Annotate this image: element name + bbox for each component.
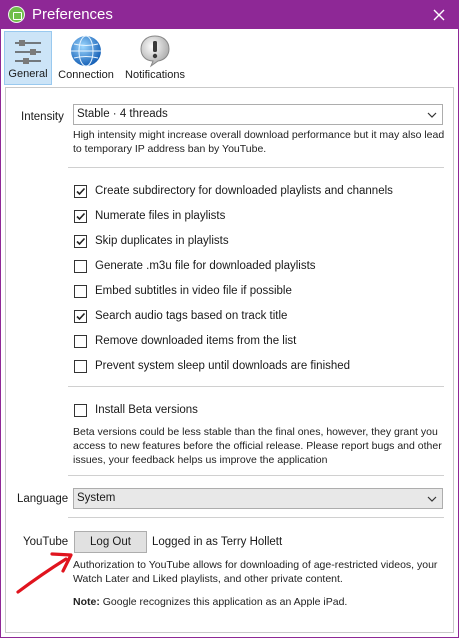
checkmark-icon	[75, 211, 86, 222]
note-text: Google recognizes this application as an Apple iPad.	[99, 596, 348, 608]
tab-general-label: General	[8, 68, 48, 80]
intensity-select[interactable]	[73, 104, 443, 125]
divider	[68, 386, 444, 387]
app-lock-icon	[8, 6, 25, 23]
checkmark-icon	[75, 311, 86, 322]
divider	[68, 475, 444, 476]
option-label: Create subdirectory for downloaded playlists and channels	[95, 185, 393, 197]
log-out-button[interactable]: Log Out	[74, 531, 147, 553]
language-select[interactable]	[73, 488, 443, 509]
intensity-label: Intensity	[21, 111, 64, 123]
divider	[68, 517, 444, 518]
youtube-status: Logged in as Terry Hollett	[152, 536, 283, 548]
sliders-icon	[11, 35, 45, 69]
tab-general[interactable]	[4, 31, 52, 85]
checkbox[interactable]	[74, 360, 87, 373]
general-panel	[5, 87, 454, 633]
tab-notifications-label: Notifications	[125, 69, 185, 81]
checkbox[interactable]	[74, 185, 87, 198]
chevron-down-icon	[425, 492, 439, 506]
tab-connection-label: Connection	[58, 69, 114, 81]
checkbox[interactable]	[74, 404, 87, 417]
youtube-description: Authorization to YouTube allows for downloading of age-restricted videos, your Watch Later and Liked playlists, and other private content.	[73, 559, 438, 585]
checkmark-icon	[75, 186, 86, 197]
checkbox[interactable]	[74, 235, 87, 248]
tab-notifications[interactable]	[120, 31, 190, 85]
alert-icon	[138, 34, 172, 68]
tab-connection[interactable]	[55, 31, 117, 85]
globe-icon	[69, 34, 103, 68]
option-label: Embed subtitles in video file if possible	[95, 285, 292, 297]
checkbox[interactable]	[74, 260, 87, 273]
preferences-toolbar	[1, 29, 458, 86]
youtube-note	[73, 595, 445, 609]
language-label: Language	[17, 493, 69, 505]
option-label: Skip duplicates in playlists	[95, 235, 229, 247]
option-label: Numerate files in playlists	[95, 210, 226, 222]
chevron-down-icon	[425, 108, 439, 122]
option-label: Remove downloaded items from the list	[95, 335, 297, 347]
checkbox[interactable]	[74, 285, 87, 298]
checkbox[interactable]	[74, 210, 87, 223]
title-bar[interactable]	[1, 1, 458, 29]
divider	[68, 167, 444, 168]
checkbox[interactable]	[74, 310, 87, 323]
checkbox[interactable]	[74, 335, 87, 348]
close-icon	[433, 9, 445, 21]
intensity-value: Stable · 4 threads	[77, 108, 168, 120]
option-label: Prevent system sleep until downloads are finished	[95, 360, 351, 372]
window-title: Preferences	[32, 6, 113, 23]
checkmark-icon	[75, 236, 86, 247]
install-beta-label: Install Beta versions	[95, 404, 198, 416]
beta-description: Beta versions could be less stable than the final ones, however, they grant you access to new features before the official release. Please report bugs and other issues, your feedback helps us improve the application	[73, 426, 442, 466]
annotation-arrow	[14, 544, 76, 596]
language-value: System	[77, 492, 116, 504]
note-prefix: Note:	[73, 596, 100, 608]
option-label: Generate .m3u file for downloaded playlists	[95, 260, 316, 272]
intensity-description: High intensity might increase overall download performance but it may also lead to temporary IP address ban by YouTube.	[73, 129, 445, 155]
close-button[interactable]	[420, 1, 458, 29]
option-label: Search audio tags based on track title	[95, 310, 288, 322]
youtube-label: YouTube	[23, 536, 69, 548]
